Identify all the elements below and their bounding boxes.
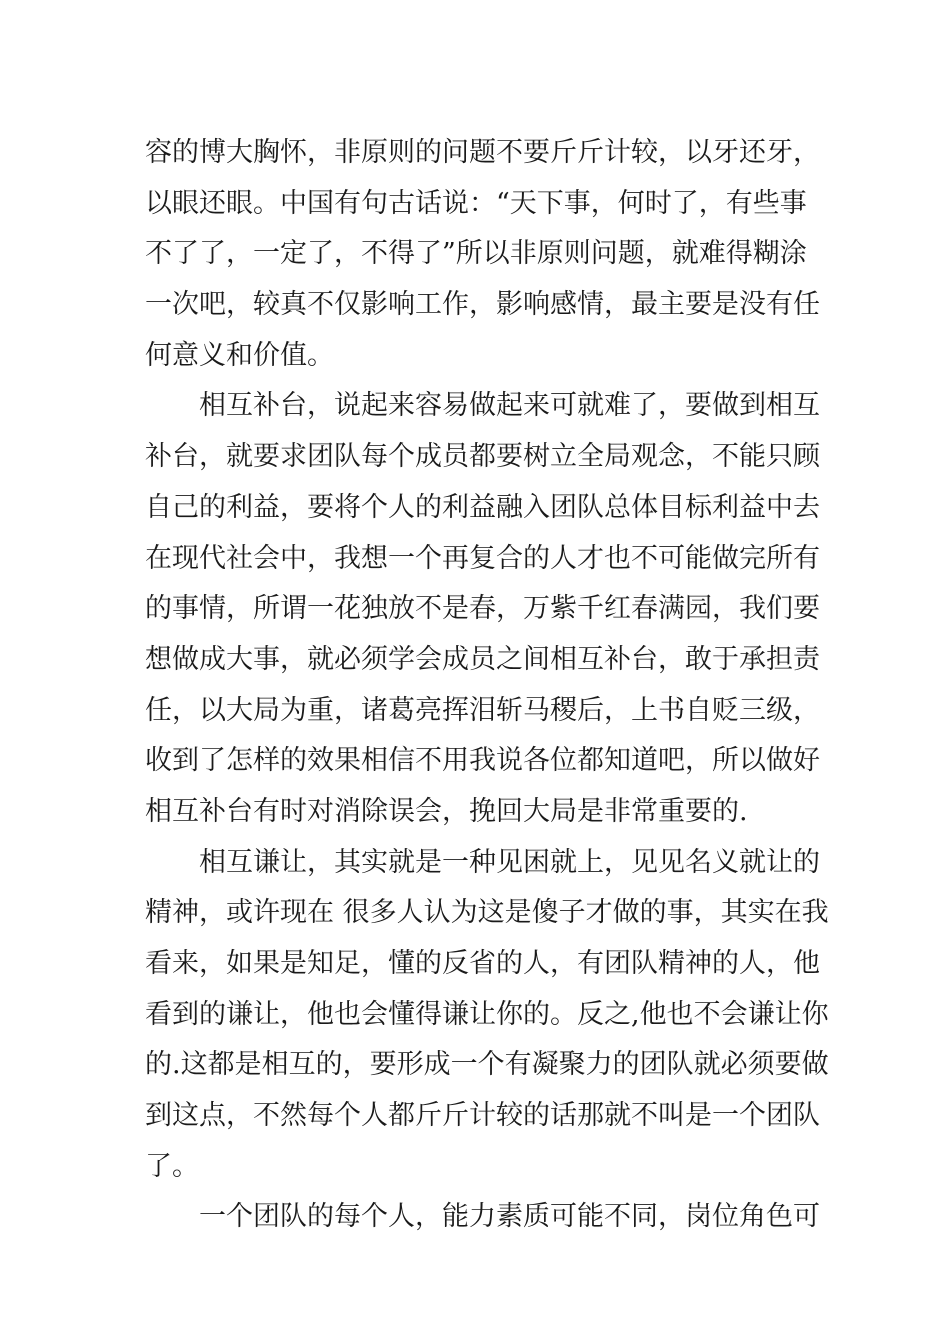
text-line: 想做成大事，就必须学会成员之间相互补台，敢于承担责 [145,643,820,675]
text-line: 看到的谦让，他也会懂得谦让你的。反之,他也不会谦让你 [145,998,829,1030]
text-line: 相互补台有时对消除误会，挽回大局是非常重要的. [145,795,748,827]
text-line: 任，以大局为重，诸葛亮挥泪斩马稷后，上书自贬三级， [145,694,820,726]
text-line: 的事情，所谓一花独放不是春，万紫千红春满园，我们要 [145,593,820,625]
body-text [145,128,829,1243]
text-line: 不了了，一定了，不得了”所以非原则问题，就难得糊涂 [145,238,807,270]
text-line: 到这点，不然每个人都斤斤计较的话那就不叫是一个团队 [145,1100,820,1132]
text-line: 精神，或许现在 很多人认为这是傻子才做的事，其实在我 [145,897,829,929]
paragraph-1 [145,128,820,381]
text-line: 了。 [145,1150,199,1182]
text-line: 收到了怎样的效果相信不用我说各位都知道吧，所以做好 [145,745,820,777]
text-line: 自己的利益，要将个人的利益融入团队总体目标利益中去 [145,491,820,523]
text-line: 以眼还眼。中国有句古话说：“天下事，何时了，有些事 [145,187,807,219]
paragraph-3 [145,838,829,1193]
text-line: 在现代社会中，我想一个再复合的人才也不可能做完所有 [145,542,820,574]
text-line: 一个团队的每个人，能力素质可能不同，岗位角色可 [199,1201,820,1233]
text-line: 何意义和价值。 [145,339,334,371]
text-line: 相互补台，说起来容易做起来可就难了，要做到相互 [199,390,820,422]
text-line: 的.这都是相互的，要形成一个有凝聚力的团队就必须要做 [145,1049,829,1081]
paragraph-4 [145,1192,820,1243]
text-line: 相互谦让，其实就是一种见困就上，见见名义就让的 [199,846,820,878]
text-line: 一次吧，较真不仅影响工作，影响感情，最主要是没有任 [145,289,820,321]
paragraph-2 [145,381,820,837]
text-line: 补台，就要求团队每个成员都要树立全局观念，不能只顾 [145,441,820,473]
text-line: 容的博大胸怀，非原则的问题不要斤斤计较，以牙还牙， [145,137,820,168]
text-line: 看来，如果是知足，懂的反省的人，有团队精神的人，他 [145,948,820,979]
